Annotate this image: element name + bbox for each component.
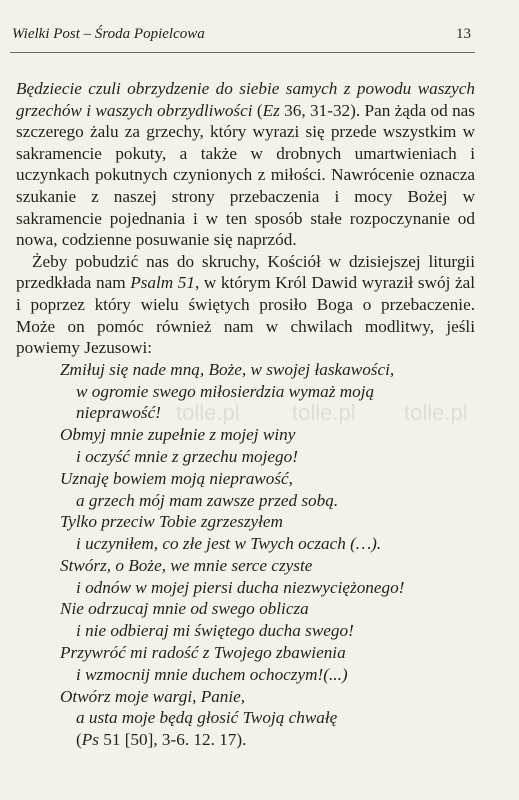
page-number: 13 <box>456 26 471 42</box>
watermark-logo: tolle.pl <box>292 400 356 425</box>
verse-line: i uczyniłem, co złe jest w Twych oczach (…). <box>76 534 382 554</box>
verse-line: Zmiłuj się nade mną, Boże, w swojej łaskawości, <box>60 359 395 379</box>
reference-book: Ps <box>81 730 99 750</box>
paragraph-2-lead: Żeby pobudzić nas do skruchy, Kościół w dzisiejszej liturgii przedkłada nam <box>16 251 475 293</box>
scripture-quote: Będziecie czuli obrzydzenie do siebie samych z powodu waszych grzechów i waszych obrzydliwości <box>16 79 475 120</box>
verse-line: Nie odrzucaj mnie od swego oblicza <box>60 599 309 619</box>
running-title: Wielki Post – Środa Popielcowa <box>12 26 205 42</box>
verse-line: i wzmocnij mnie duchem ochoczym!(...) <box>76 664 348 684</box>
verse-line: Tylko przeciw Tobie zgrzeszyłem <box>60 512 283 532</box>
psalm-verse <box>16 359 475 751</box>
header-rule <box>10 52 475 53</box>
verse-line: i nie odbieraj mi świętego ducha swego! <box>76 621 354 641</box>
verse-line: i odnów w mojej piersi ducha niezwyciężonego! <box>76 577 405 597</box>
watermark-logo: tolle.pl <box>404 400 468 425</box>
verse-line: Uznaję bowiem moją nieprawość, <box>60 468 293 488</box>
reference-open: ( <box>76 730 82 750</box>
paragraph-1 <box>16 78 475 251</box>
verse-line: Stwórz, o Boże, we mnie serce czyste <box>60 555 313 575</box>
verse-line: Obmyj mnie zupełnie z mojej winy <box>60 425 296 445</box>
verse-line: a usta moje będą głosić Twoją chwałę <box>76 708 338 728</box>
page-body <box>16 78 475 751</box>
quote-ref-book: Ez <box>262 100 280 120</box>
reference-rest: 51 [50], 3-6. 12. 17). <box>98 730 247 750</box>
verse-line: nieprawość! <box>76 403 161 423</box>
verse-reference <box>60 729 475 751</box>
watermark-logo: tolle.pl <box>176 400 240 425</box>
paragraph-2 <box>16 251 475 359</box>
verse-line: Otwórz moje wargi, Panie, <box>60 686 246 706</box>
running-header <box>12 26 471 43</box>
verse-line: Przywróć mi radość z Twojego zbawienia <box>60 643 346 663</box>
paragraph-2-rest: , w którym Król Dawid wyraził swój żal i poprzez który wielu świętych prosiło Boga o przebaczenie. Może on pomóc również nam w chwilach modlitwy, jeśli powiemy Jezusowi: <box>16 273 476 358</box>
psalm-title: Psalm 51 <box>130 273 195 293</box>
verse-line: a grzech mój mam zawsze przed sobą. <box>76 490 339 510</box>
verse-line: i oczyść mnie z grzechu mojego! <box>76 446 298 466</box>
verse-line: w ogromie swego miłosierdzia wymaż moją <box>76 381 375 401</box>
quote-ref-open: ( <box>252 100 263 120</box>
quote-ref-rest: 36, 31-32). <box>279 100 361 120</box>
paragraph-1-body: Pan żąda od nas szczerego żalu za grzechy, który wyrazi się przede wszystkim w sakramencie pokuty, a także w drobnych umartwieniach i uczynkach pokutnych czynionych z miłości. Nawrócenie oznacza szukanie z naszej strony przebaczenia i mocy Bożej w sakramencie pojednania i w ten sposób stałe rozpoczynanie od nowa, codzienne posuwanie się naprzód. <box>16 100 475 250</box>
